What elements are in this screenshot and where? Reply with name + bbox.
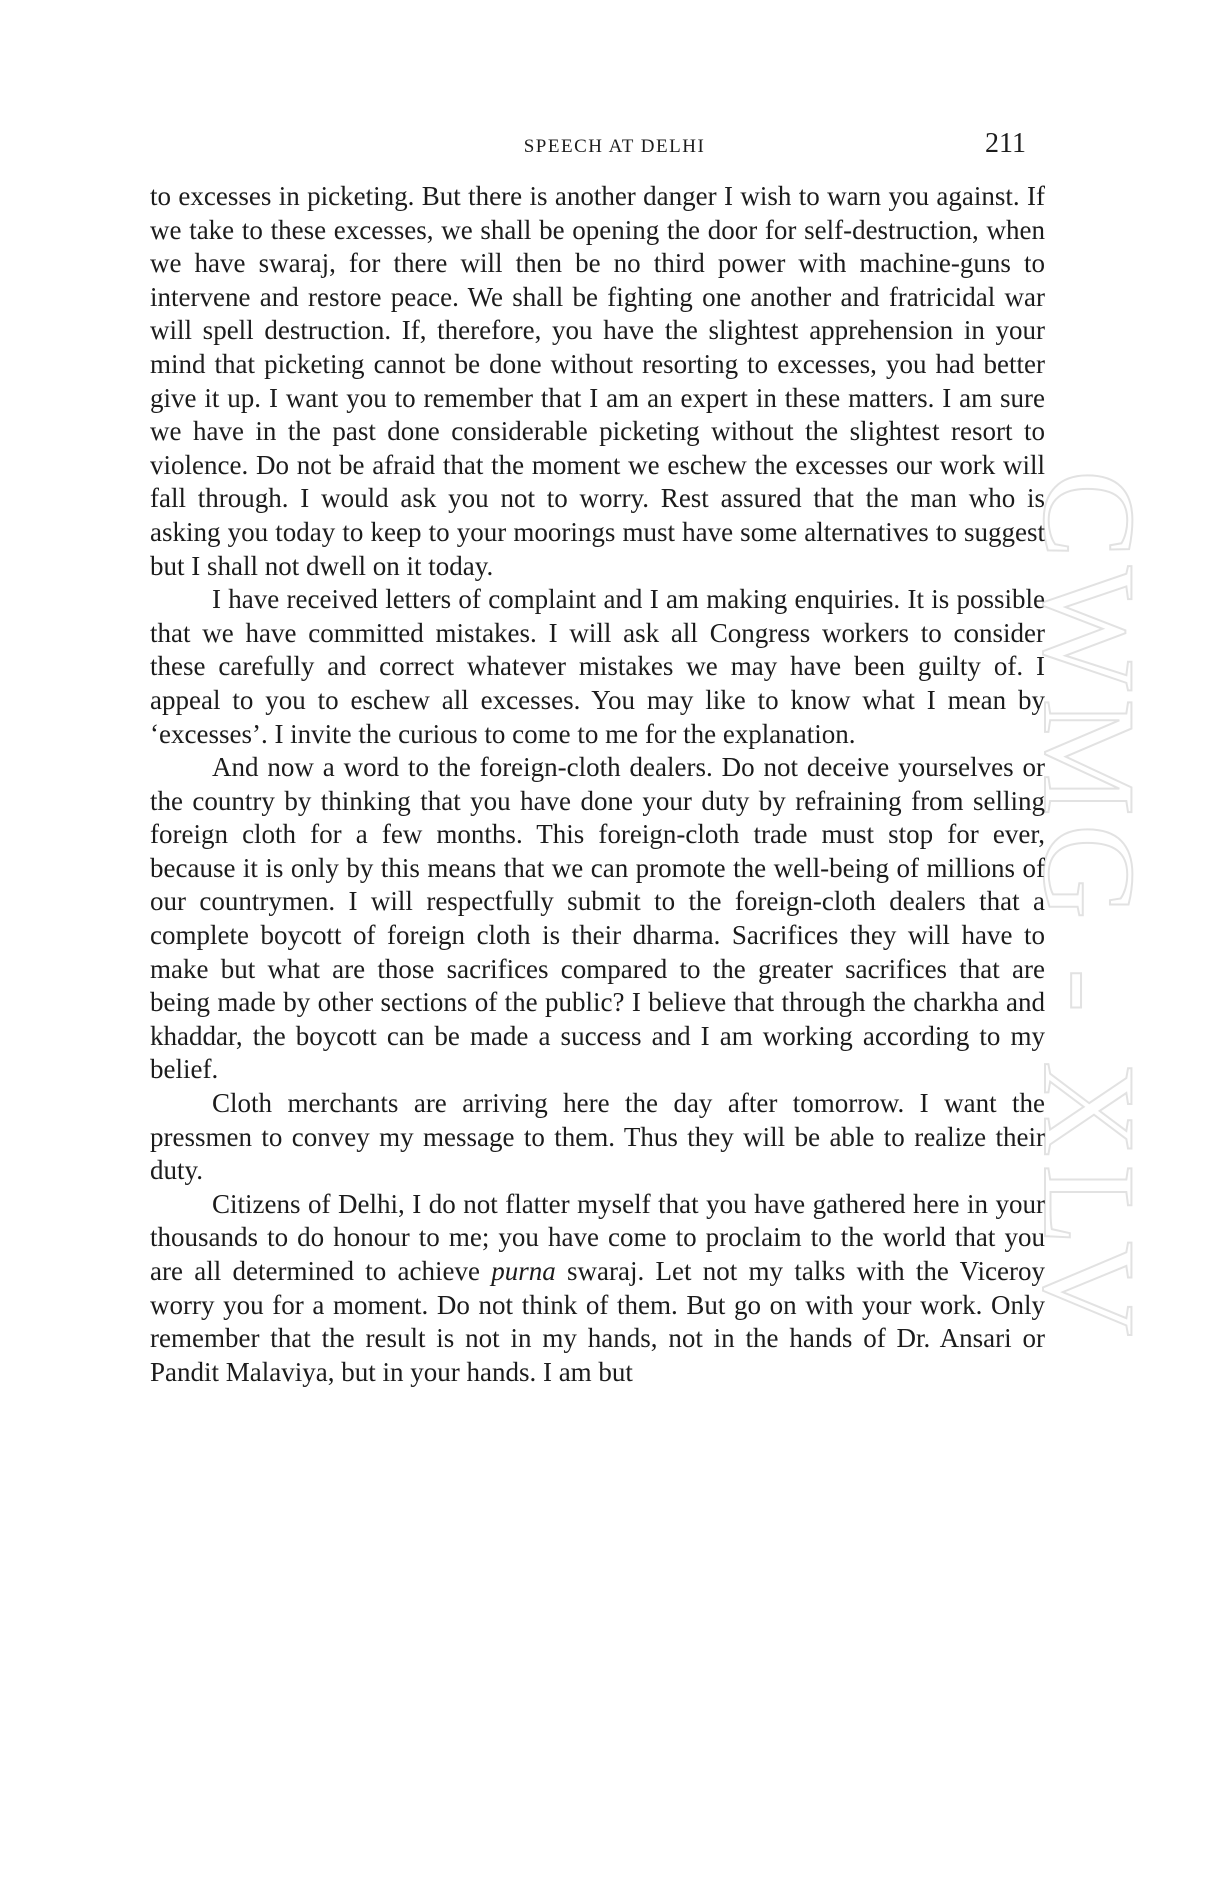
paragraph — [150, 1188, 1045, 1390]
running-header: SPEECH AT DELHI — [523, 136, 706, 157]
paragraph-text: And now a word to the foreign-cloth dealers. Do not deceive yourselves or the country by thinking that you have done your duty by refraining from selling foreign cloth for a few months. This foreign-cloth trade must stop for ever, because it is only by this means that we can promote the well-being of millions of our countrymen. I will respectfully submit to the foreign-cloth dealers that a complete boycott of foreign cloth is their dharma. Sacrifices they will have to make but what are those sacrifices compared to the greater sacrifices that are being made by other sections of the public? I believe that through the charkha and khaddar, the boycott can be made a success and I am working according to my belief. — [150, 752, 1045, 1085]
paragraph-text: Cloth merchants are arriving here the day after tomorrow. I want the pressmen to convey my message to them. Thus they will be able to realize their duty. — [150, 1088, 1045, 1186]
paragraph-text: to excesses in picketing. But there is another danger I wish to warn you against. If we take to these excesses, we shall be opening the door for self-destruction, when we have swaraj, for there will then be no third power with machine-guns to intervene and restore peace. We shall be fighting one another and fratricidal war will spell destruction. If, therefore, you have the slightest apprehension in your mind that picketing cannot be done without resorting to excesses, you had better give it up. I want you to remember that I am an expert in these matters. I am sure we have in the past done considerable picketing without the slightest resort to violence. Do not be afraid that the moment we eschew the excesses our work will fall through. I would ask you not to worry. Rest assured that the man who is asking you today to keep to your moorings must have some alternatives to suggest but I shall not dwell on it today. — [150, 181, 1045, 581]
paragraph-text: I have received letters of complaint and I am making enquiries. It is possible that we have committed mistakes. I will ask all Congress workers to consider these carefully and correct whatever mistakes we may have been guilty of. I appeal to you to eschew all excesses. You may like to know what I mean by ‘excesses’. I invite the curious to come to me for the explanation. — [150, 584, 1045, 749]
italic-text: purna — [491, 1256, 556, 1286]
paragraph — [150, 180, 1045, 583]
paragraph — [150, 583, 1045, 751]
paragraph — [150, 751, 1045, 1087]
body-text — [150, 180, 1045, 1389]
page-number: 211 — [985, 128, 1026, 159]
paragraph-text: Citizens of Delhi, I do not flatter myself that you have gathered here in your thousands to do honour to me; you have come to proclaim to the world that you are all determined to achieve — [150, 1188, 1045, 1286]
paragraph — [150, 1087, 1045, 1188]
watermark-text: CWMG - XLV — [1016, 470, 1150, 1345]
paragraph-text: swaraj. Let not my talks with the Viceroy worry you for a moment. Do not think of them. But go on with your work. Only remember that the result is not in my hands, not in the hands of Dr. Ansari or Pandit Malaviya, but in your hands. I am but — [150, 1256, 1045, 1387]
